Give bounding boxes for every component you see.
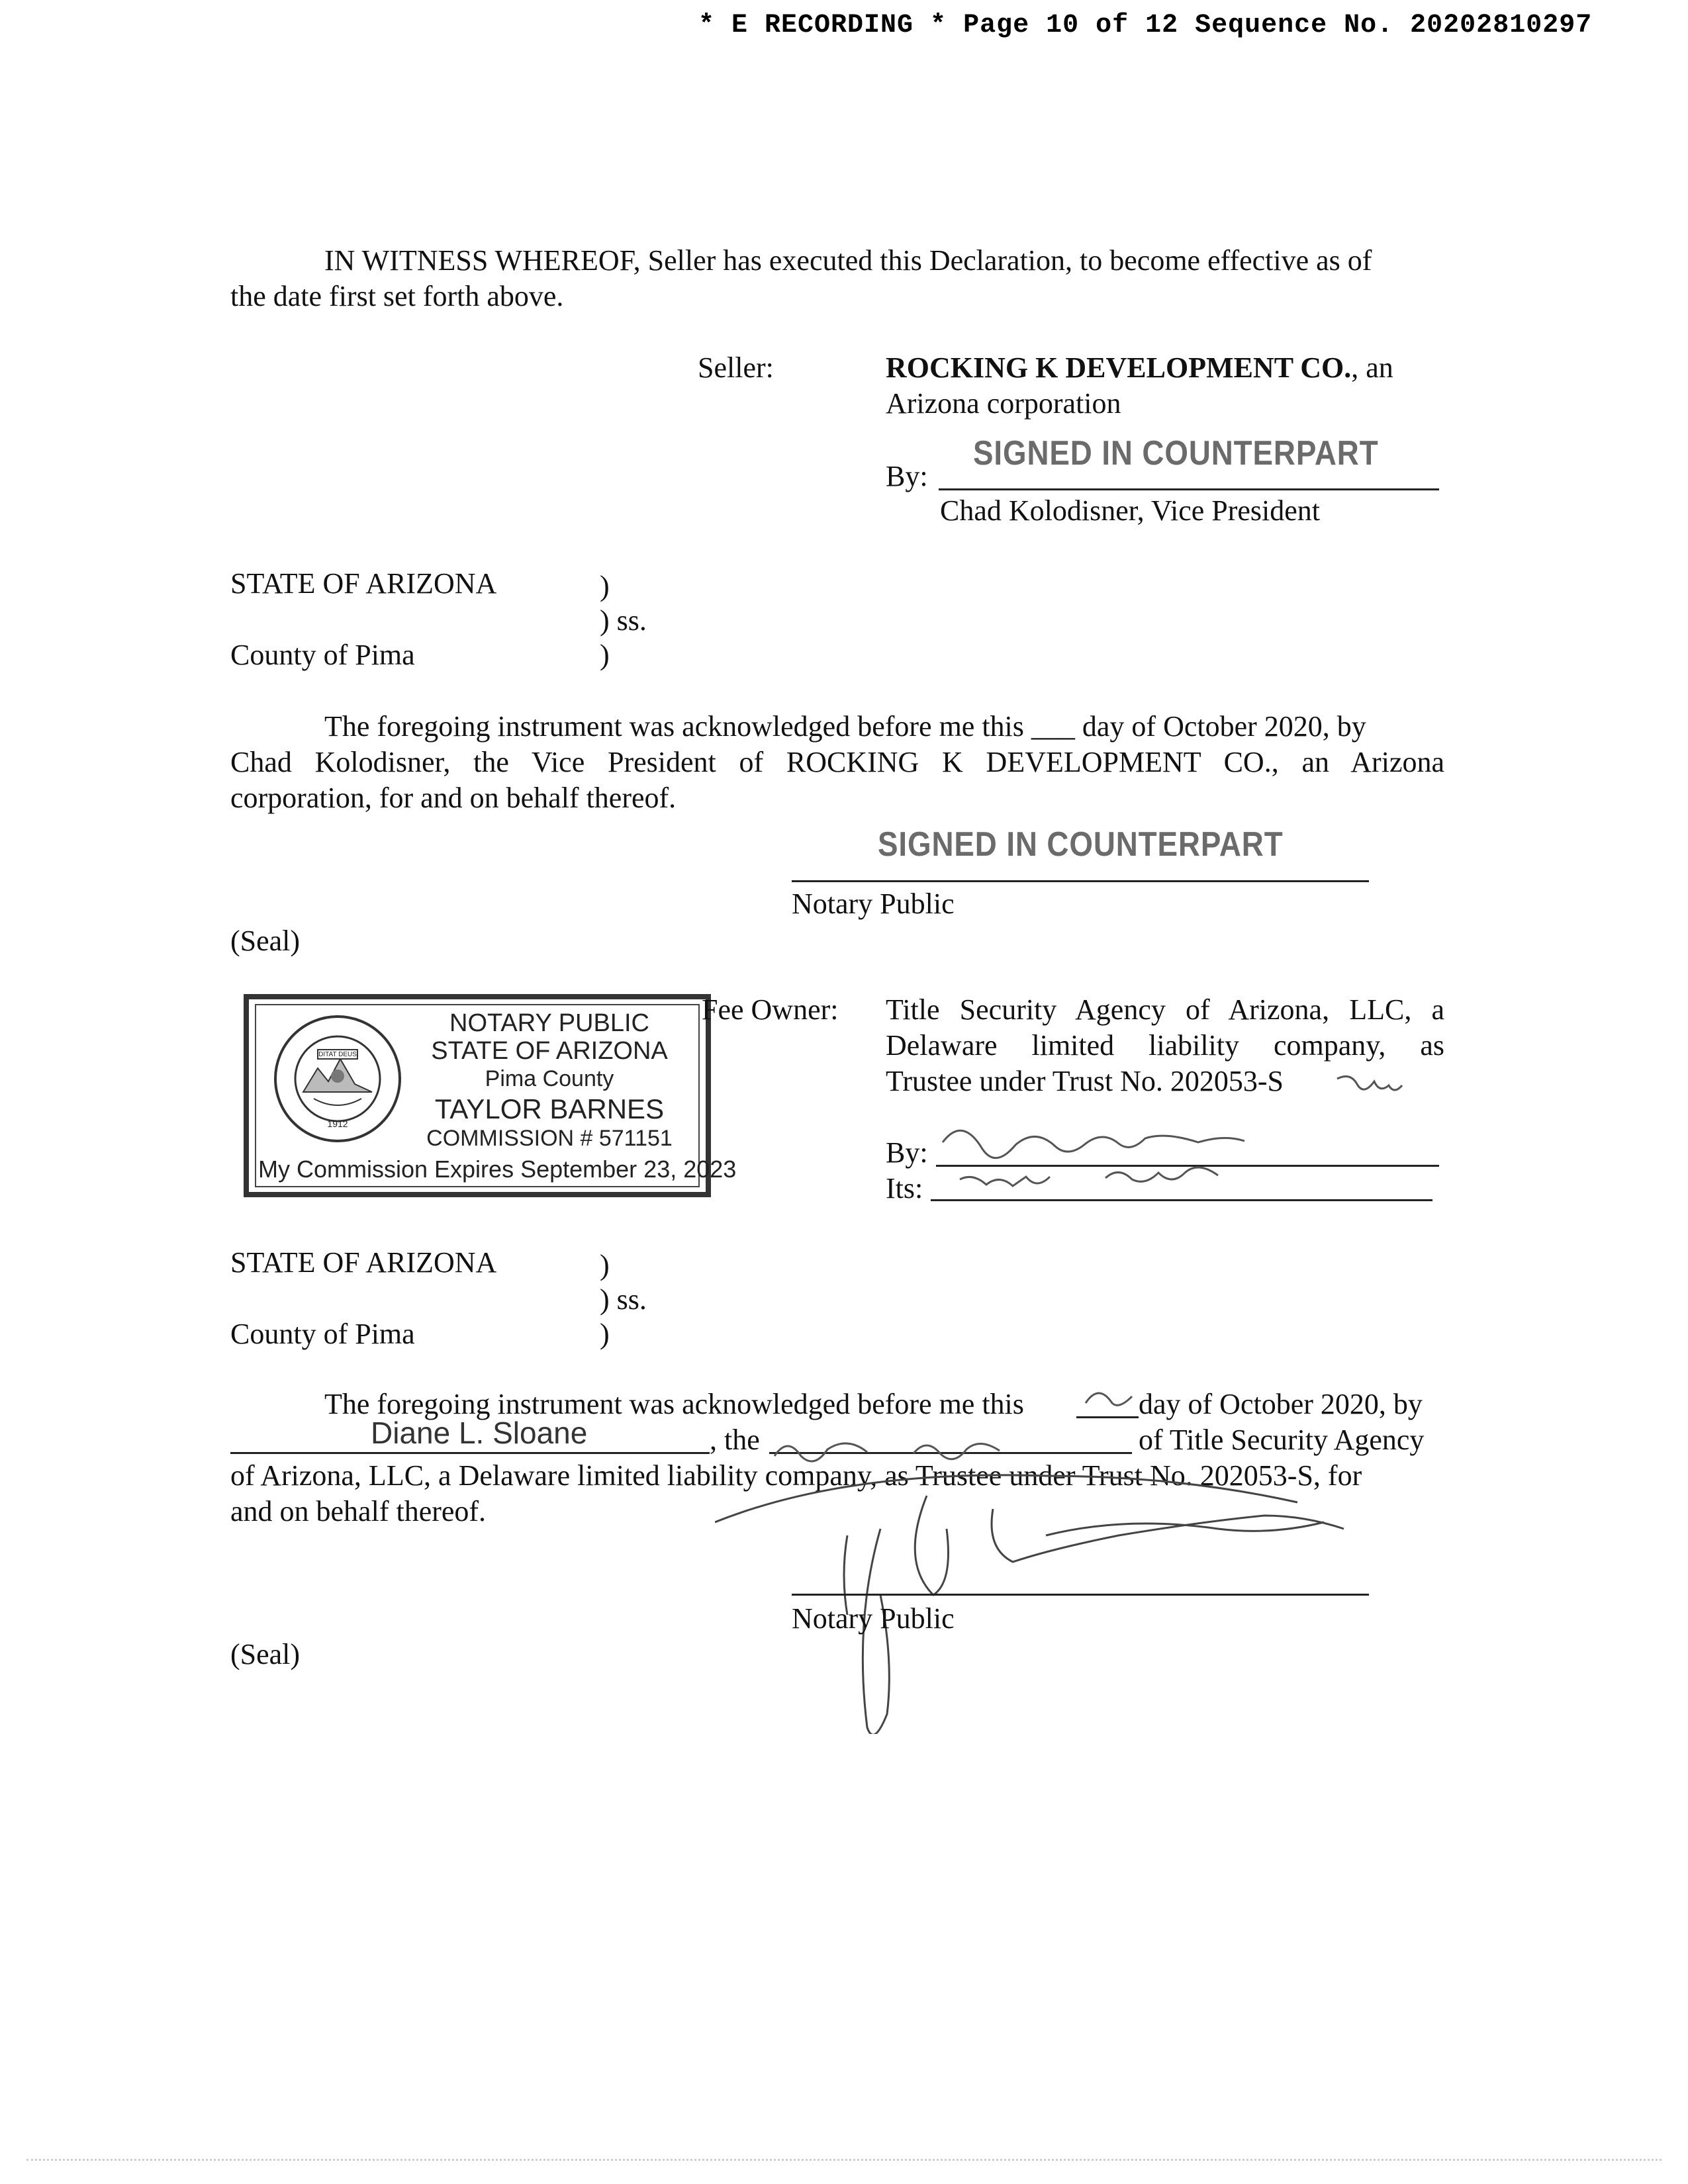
notary-stamp-line-2: STATE OF ARIZONA <box>431 1037 668 1065</box>
ack2-line-3: of Arizona, LLC, a Delaware limited liability company, as Trustee under Trust No. 202053-S, for <box>230 1459 1362 1492</box>
ack1-line-3: corporation, for and on behalf thereof. <box>230 782 677 814</box>
venue2-county: County of Pima <box>230 1318 415 1350</box>
ack2-name-filled: Diane L. Sloane <box>371 1416 588 1450</box>
seller-by-label: By: <box>886 460 928 492</box>
seller-company-name: ROCKING K DEVELOPMENT CO. <box>886 351 1352 384</box>
scan-edge-artifact <box>26 2159 1662 2161</box>
venue2-state: STATE OF ARIZONA <box>230 1246 497 1279</box>
venue1-county: County of Pima <box>230 639 415 671</box>
venue1-paren-3: ) <box>600 639 610 671</box>
ack1-signed-in-counterpart-stamp: SIGNED IN COUNTERPART <box>878 825 1284 864</box>
ack1-line-2: Chad Kolodisner, the Vice President of ROCKING K DEVELOPMENT CO., an Arizona <box>230 746 1444 778</box>
ack1-notary-label: Notary Public <box>792 887 955 920</box>
notary-stamp-commission: COMMISSION # 571151 <box>426 1126 673 1151</box>
ack2-handwritten-entries <box>715 1377 1443 1734</box>
ack2-notary-signature-line <box>792 1594 1369 1596</box>
seller-company-line-2: Arizona corporation <box>886 387 1121 420</box>
venue2-ss: ) ss. <box>600 1283 647 1316</box>
ack1-seal-label: (Seal) <box>230 925 301 957</box>
ack2-line-2-end: of Title Security Agency <box>1139 1424 1425 1456</box>
venue1-ss: ) ss. <box>600 604 647 637</box>
ack2-seal-label: (Seal) <box>230 1638 301 1670</box>
ack1-notary-signature-line <box>792 880 1369 882</box>
witness-line-2: the date first set forth above. <box>230 280 564 312</box>
notary-stamp-name: TAYLOR BARNES <box>434 1093 665 1124</box>
ack2-notary-label: Notary Public <box>792 1602 955 1635</box>
ack2-line-1b: day of October 2020, by <box>1139 1388 1423 1420</box>
fee-owner-its-label: Its: <box>886 1172 923 1205</box>
seller-signature-line <box>939 488 1439 490</box>
fee-owner-handwritten-signatures <box>933 1066 1436 1211</box>
venue2-paren-3: ) <box>600 1318 610 1350</box>
ack1-line-1: The foregoing instrument was acknowledged before me this ___ day of October 2020, by <box>324 710 1366 743</box>
fee-owner-label: Fee Owner: <box>702 993 839 1026</box>
fee-owner-by-label: By: <box>886 1136 928 1169</box>
ack2-line-4: and on behalf thereof. <box>230 1495 487 1527</box>
seller-signed-in-counterpart-stamp: SIGNED IN COUNTERPART <box>973 434 1379 473</box>
seller-company-suffix: , an <box>1351 351 1393 384</box>
notary-stamp-expiration: My Commission Expires September 23, 2023 <box>258 1156 737 1183</box>
venue1-state: STATE OF ARIZONA <box>230 567 497 600</box>
recording-header: * E RECORDING * Page 10 of 12 Sequence No. 20202810297 <box>698 11 1593 40</box>
notary-stamp-line-1: NOTARY PUBLIC <box>449 1009 649 1037</box>
fee-owner-line-1: Title Security Agency of Arizona, LLC, a <box>886 993 1444 1026</box>
venue1-paren-1: ) <box>600 570 610 602</box>
witness-line-1: IN WITNESS WHEREOF, Seller has executed this Declaration, to become effective as of <box>324 244 1372 277</box>
seller-signer-name: Chad Kolodisner, Vice President <box>940 494 1321 527</box>
seller-company-line <box>886 351 1393 385</box>
ack2-line-1a: The foregoing instrument was acknowledged before me this <box>324 1388 1024 1420</box>
seller-label: Seller: <box>698 351 774 384</box>
seal-motto: DITAT DEUS <box>318 1051 357 1058</box>
venue2-paren-1: ) <box>600 1249 610 1281</box>
seal-year: 1912 <box>327 1118 348 1129</box>
ack2-line-2-the: , the <box>710 1424 760 1456</box>
arizona-state-seal <box>271 1013 404 1145</box>
notary-stamp-line-3: Pima County <box>485 1066 614 1091</box>
fee-owner-line-3: Trustee under Trust No. 202053-S <box>886 1065 1284 1097</box>
ack2-name-line <box>230 1452 710 1454</box>
fee-owner-line-2: Delaware limited liability company, as <box>886 1029 1444 1062</box>
